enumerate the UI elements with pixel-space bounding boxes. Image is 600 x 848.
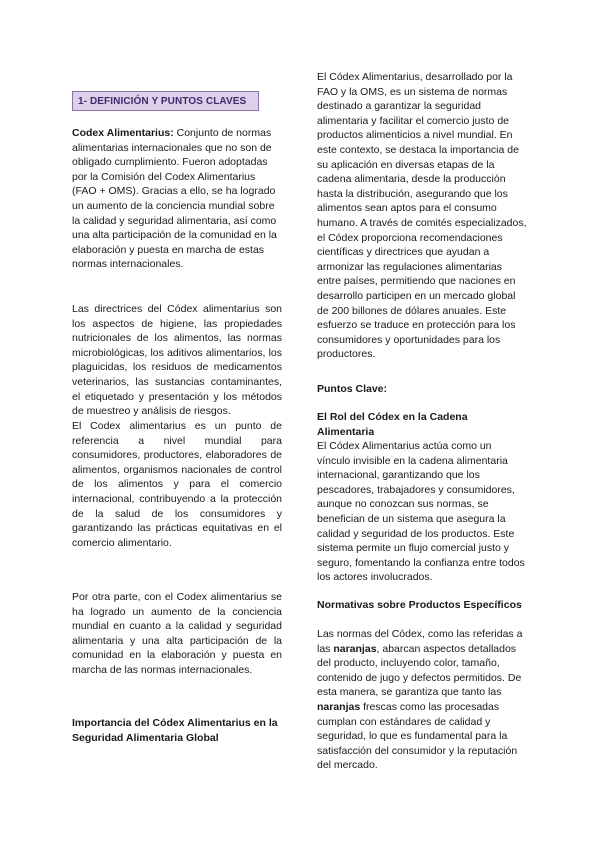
normativas-text-2: , abarcan aspectos detallados del producto, incluyendo color, tamaño, contenido de jugo y defectos permitidos. De esta manera, se garantiza que tanto las <box>317 642 522 699</box>
conciencia-paragraph: Por otra parte, con el Codex alimentarius se ha logrado un aumento de la conciencia mundial en cuanto a la calidad y seguridad alimentaria y una alta participación de la comunidad en la elaboración y puesta en marcha de las normas internacionales. <box>72 591 282 676</box>
normativas-heading: Normativas sobre Productos Específicos <box>317 599 522 611</box>
codex-definition-text: Conjunto de normas alimentarias internacionales que no son de obligado cumplimiento. Fueron adoptadas por la Comisión del Codex Alimentarius (FAO + OMS). Gracias a ello, se ha logrado un aumento de la conciencia mundial sobre la calidad y seguridad alimentaria, así como una alta participación de la comunidad en la elaboración y puesta en marcha de estas normas internacionales. <box>72 127 277 271</box>
importancia-heading: Importancia del Códex Alimentarius en la Seguridad Alimentaria Global <box>72 717 278 744</box>
normativas-text-3: frescas como las procesadas cumplan con estándares de calidad y seguridad, lo que es fundamental para la satisfacción del consumidor y la reputación del mercado. <box>317 700 518 772</box>
puntos-clave-heading: Puntos Clave: <box>317 383 388 395</box>
intro-paragraph: El Códex Alimentarius, desarrollado por la FAO y la OMS, es un sistema de normas destinado a garantizar la seguridad alimentaria y facilitar el comercio justo de productos alimenticios a nivel mundial. En este contexto, se destaca la importancia de su aplicación en diversas etapas de la cadena alimentaria, desde la producción hasta la distribución, asegurando que los alimentos sean aptos para el consumo humano. A través de comités especializados, el Códex proporciona recomendaciones científicas y directrices que ayudan a armonizar las regulaciones alimentarias entre países, permitiendo que naciones en desarrollo participen en un mercado global de 200 billones de dólares anuales. Este esfuerzo se traduce en protección para los consumidores y oportunidades para los productores. <box>317 71 527 361</box>
codex-term: Codex Alimentarius: <box>72 127 174 139</box>
normativas-paragraph <box>317 627 527 773</box>
rol-heading: El Rol del Códex en la Cadena Alimentaria <box>317 411 468 438</box>
referencia-paragraph: El Codex alimentarius es un punto de referencia a nivel mundial para consumidores, productores, elaboradores de alimentos, organismos nacionales de control de los alimentos y para el comercio internacional, contribuyendo a la protección de la salud de los consumidores y garantizando las prácticas equitativas en el comercio alimentario. <box>72 420 282 549</box>
rol-paragraph: El Códex Alimentarius actúa como un vínculo invisible en la cadena alimentaria internacional, garantizando que los pescadores, trabajadores y consumidores, aunque no conozcan sus normas, se benefician de un sistema que asegura la calidad y seguridad de los productos. Este sistema permite un flujo comercial justo y seguro, fomentando la confianza entre todos los actores involucrados. <box>317 440 525 584</box>
codex-definition <box>72 126 282 272</box>
directrices-paragraph: Las directrices del Códex alimentarius son los aspectos de higiene, las propiedades nutricionales de los alimentos, las normas microbiológicas, los aditivos alimentarios, los plaguicidas, los residuos de medicamentos veterinarios, las sustancias contaminantes, el etiquetado y presentación y los métodos de muestreo y análisis de riesgos. <box>72 303 282 418</box>
section-title: 1- DEFINICIÓN Y PUNTOS CLAVES <box>72 91 259 111</box>
naranjas-emphasis-1: naranjas <box>333 642 377 655</box>
normativas-text-1: Las normas del Códex, como las referidas a las <box>317 628 523 655</box>
naranjas-emphasis-2: naranjas <box>317 700 361 713</box>
